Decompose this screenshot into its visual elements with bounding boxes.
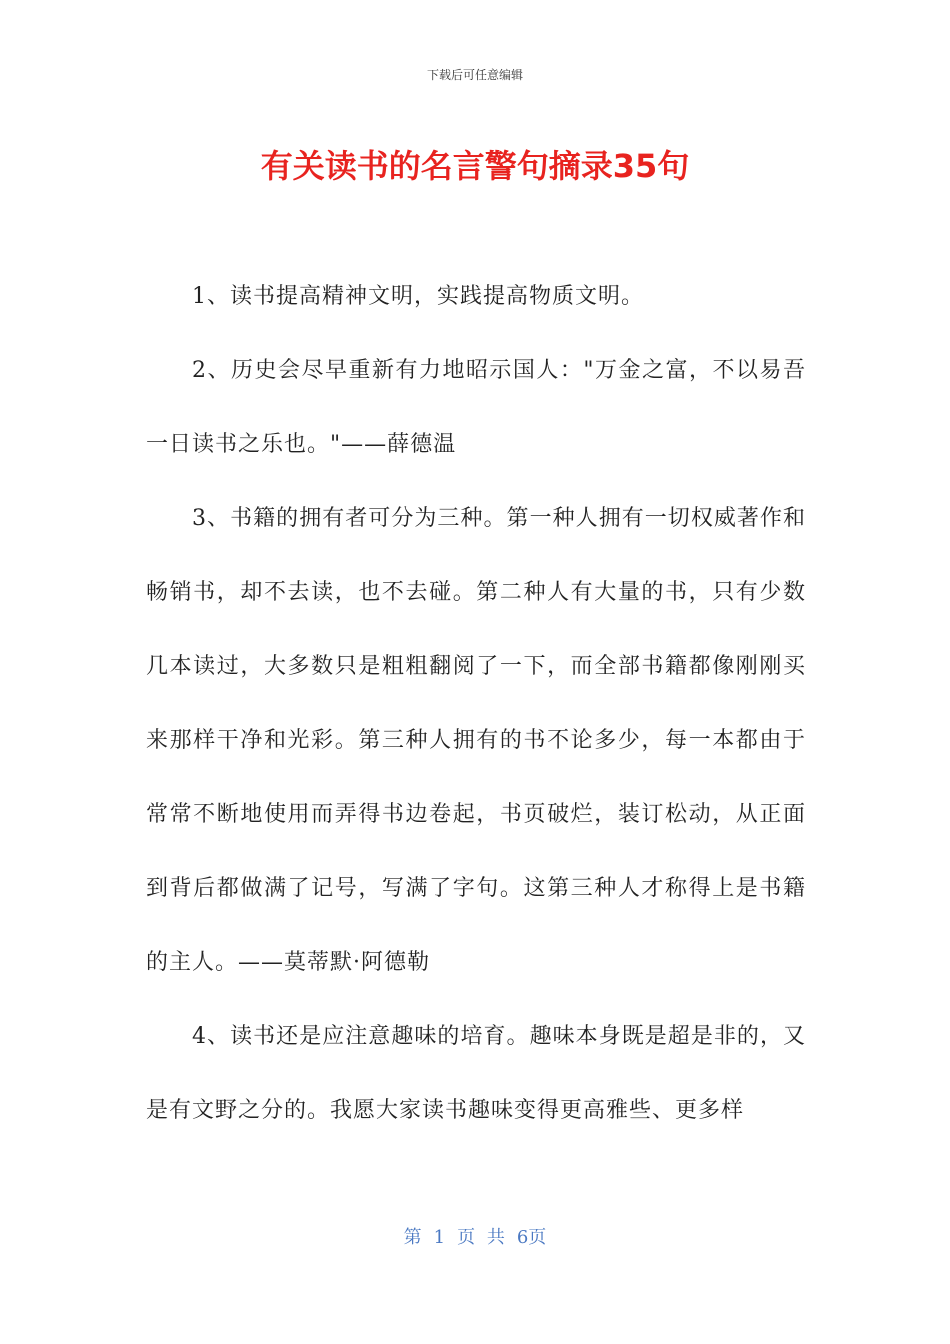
page-label-prefix: 第	[403, 1227, 422, 1248]
current-page-number: 1	[433, 1227, 446, 1248]
document-title: 有关读书的名言警句摘录35句	[260, 147, 690, 185]
page-header-note: 下载后可任意编辑	[426, 68, 523, 82]
document-body	[146, 260, 806, 1148]
quote-paragraph-4: 4、读书还是应注意趣味的培育。趣味本身既是超是非的，又是有文野之分的。我愿大家读书趣味变得更高雅些、更多样	[146, 1024, 806, 1123]
quote-paragraph-2: 2、历史会尽早重新有力地昭示国人："万金之富，不以易吾一日读书之乐也。"——薛德温	[146, 358, 806, 457]
page-number-footer	[0, 1226, 950, 1250]
total-pages: 6页	[516, 1227, 547, 1248]
page-label-middle: 页 共	[457, 1227, 505, 1248]
quote-paragraph-1: 1、读书提高精神文明，实践提高物质文明。	[192, 284, 644, 309]
quote-paragraph-3: 3、书籍的拥有者可分为三种。第一种人拥有一切权威著作和畅销书，却不去读，也不去碰。第二种人有大量的书，只有少数几本读过，大多数只是粗粗翻阅了一下，而全部书籍都像刚刚买来那样干净和光彩。第三种人拥有的书不论多少，每一本都由于常常不断地使用而弄得书边卷起，书页破烂，装订松动，从正面到背后都做满了记号，写满了字句。这第三种人才称得上是书籍的主人。——莫蒂默·阿德勒	[146, 506, 806, 975]
